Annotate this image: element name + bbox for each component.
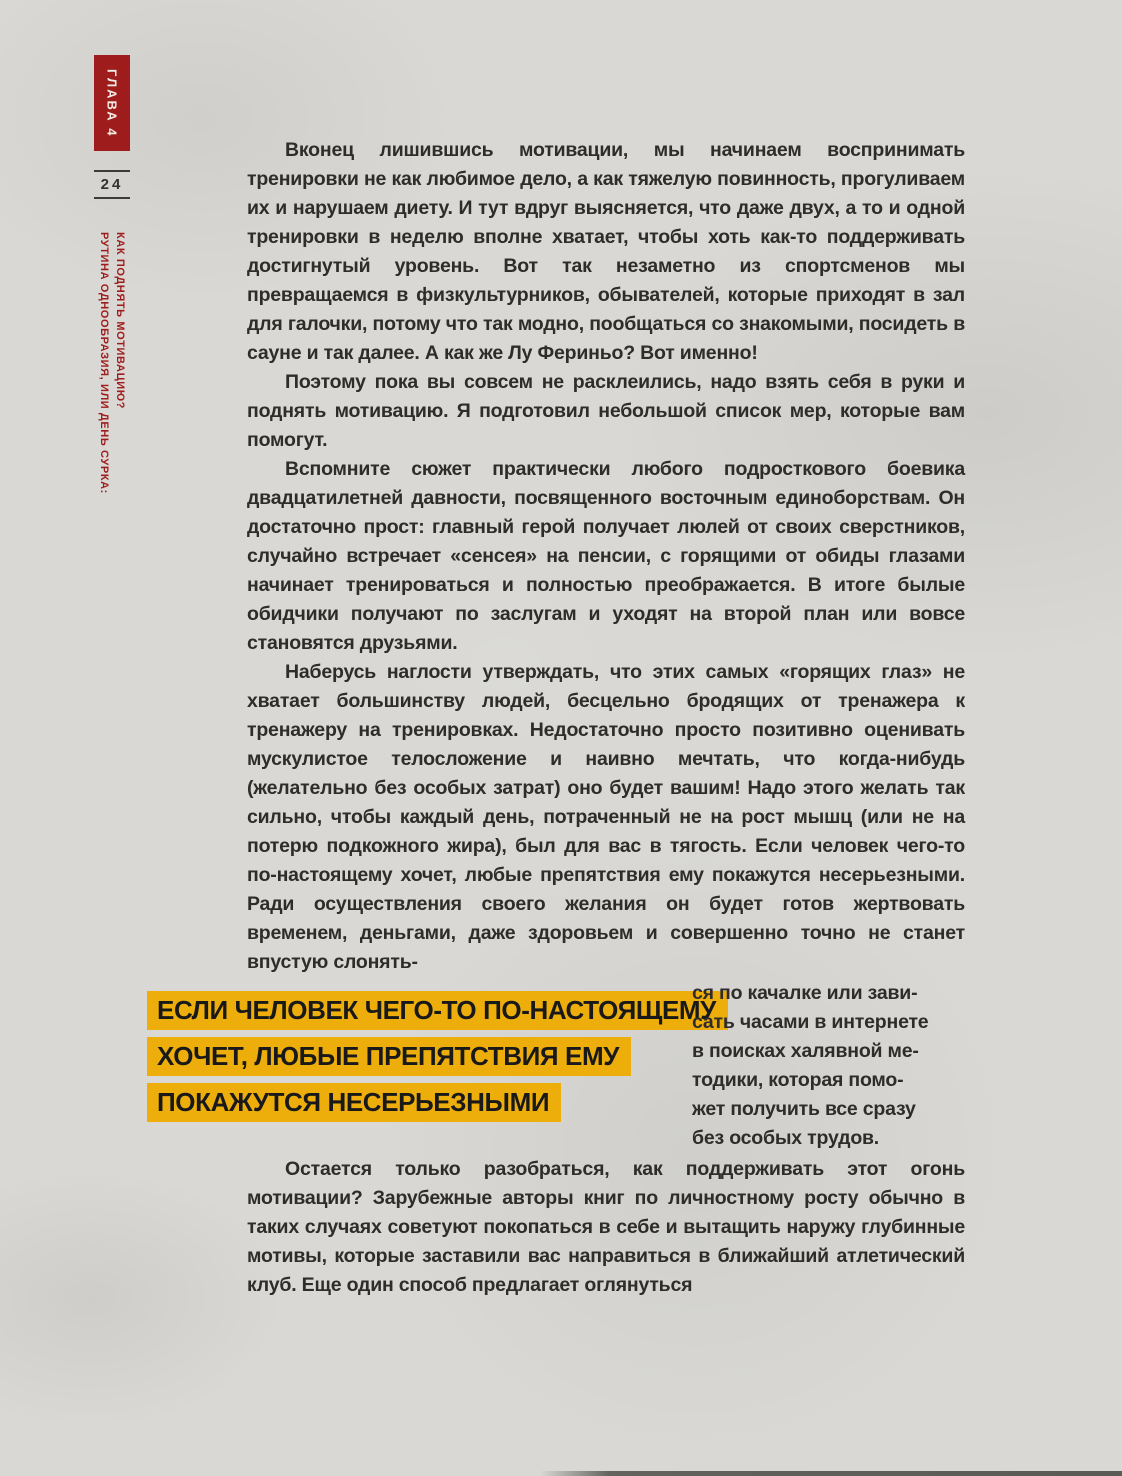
wrapped-text-line: сать часами в интернете [692,1011,929,1033]
wrapped-text-line: в поисках халявной ме- [692,1040,919,1062]
wrapped-text-line: без особых трудов. [692,1127,880,1149]
pull-quote-line: ХОЧЕТ, ЛЮБЫЕ ПРЕПЯТСТВИЯ ЕМУ [147,1037,631,1076]
wrapped-text-column [692,979,966,1153]
pullquote-and-wrap-region [147,979,965,1153]
sidebar-chapter-title-line2: КАК ПОДНЯТЬ МОТИВАЦИЮ? [114,232,126,410]
chapter-label-box [94,55,130,151]
page-bottom-edge [540,1471,1122,1476]
pull-quote-line: ЕСЛИ ЧЕЛОВЕК ЧЕГО-ТО ПО-НАСТОЯЩЕМУ [147,991,728,1030]
body-text-column [157,136,965,1300]
paragraph: Остается только разобраться, как поддерживать этот огонь мотивации? Зарубежные авторы книг по личностному росту обычно в таких случаях советуют покопаться в себе и вытащить наружу глубинные мотивы, которые заставили вас направиться в ближайший атлетический клуб. Еще один способ предлагает оглянуться [247,1158,965,1296]
sidebar-chapter-title-line1: РУТИНА ОДНООБРАЗИЯ, ИЛИ ДЕНЬ СУРКА: [98,232,110,494]
paragraph: Наберусь наглости утверждать, что этих самых «горящих глаз» не хватает большинству людей, бесцельно бродящих от тренажера к тренажеру на тренировках. Недостаточно просто позитивно оценивать мускулистое телосложение и наивно мечтать, что когда-нибудь (желательно без особых затрат) оно будет вашим! Надо этого желать так сильно, чтобы каждый день, потраченный не на рост мышц (или не на потерю подкожного жира), был для вас в тягость. Если человек чего-то по-настоящему хочет, любые препятствия ему покажутся несерьезными. Ради осуществления своего желания он будет готов жертвовать временем, деньгами, даже здоровьем и совершенно точно не станет впустую слонять- [247,661,965,973]
paragraph: Вспомните сюжет практически любого подросткового боевика двадцатилетней давности, посвященного восточным единоборствам. Он достаточно прост: главный герой получает люлей от своих сверстников, случайно встречает «сенсея» на пенсии, с горящими от обиды глазами начинает тренироваться и полностью преображается. В итоге былые обидчики получают по заслугам и уходят на второй план или вовсе становятся друзьями. [247,458,965,654]
paragraph: Поэтому пока вы совсем не расклеились, надо взять себя в руки и поднять мотивацию. Я подготовил небольшой список мер, которые вам помогут. [247,371,965,451]
paragraph: Вконец лишившись мотивации, мы начинаем воспринимать тренировки не как любимое дело, а как тяжелую повинность, прогуливаем их и нарушаем диету. И тут вдруг выясняется, что даже двух, а то и одной тренировки в неделю вполне хватает, чтобы хоть как-то поддерживать достигнутый уровень. Вот так незаметно из спортсменов мы превращаемся в физкультурников, обывателей, которые приходят в зал для галочки, потому что так модно, пообщаться со знакомыми, посидеть в сауне и так далее. А как же Лу Фериньо? Вот именно! [247,139,965,364]
pull-quote-line: ПОКАЖУТСЯ НЕСЕРЬЕЗНЫМИ [147,1083,561,1122]
sidebar-chapter-title [96,232,128,732]
page-number: 24 [94,170,130,199]
wrapped-text-line: тодики, которая помо- [692,1069,904,1091]
chapter-label: ГЛАВА 4 [104,68,120,138]
pull-quote [147,979,716,1129]
wrapped-text-line: ся по качалке или зави- [692,982,918,1004]
wrapped-text-line: жет получить все сразу [692,1098,916,1120]
